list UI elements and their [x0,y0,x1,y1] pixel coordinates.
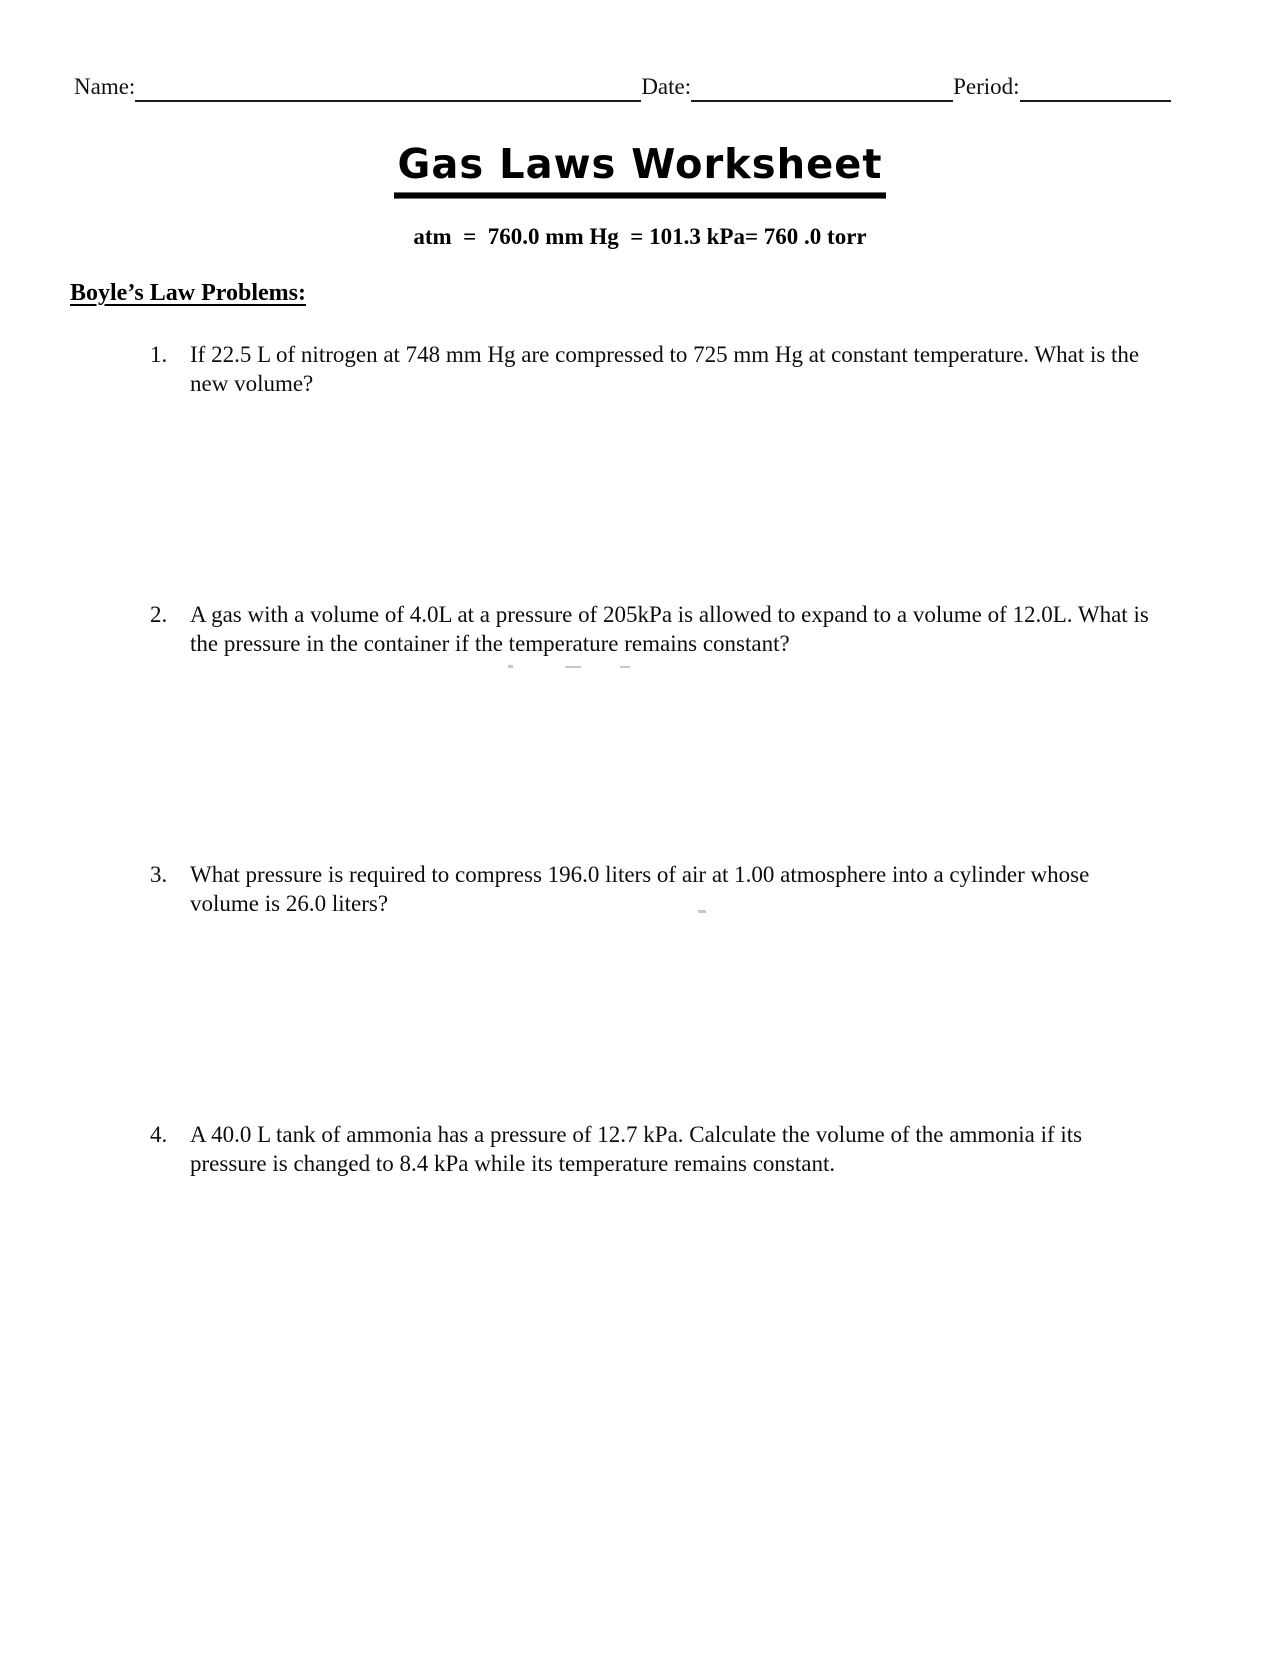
problem-item-4 [150,1120,1162,1178]
conversion-line: atm = 760.0 mm Hg = 101.3 kPa= 760 .0 torr [413,224,867,249]
section-heading: Boyle’s Law Problems: [70,280,306,306]
name-label: Name: [74,74,136,99]
problem-number: 4. [150,1122,168,1147]
date-blank-line [691,76,953,102]
period-blank-line [1020,76,1171,102]
problem-number: 2. [150,602,168,627]
date-label: Date: [641,74,692,99]
title-wrap [0,142,1280,198]
period-label: Period: [953,74,1020,99]
name-blank-line [135,76,641,102]
page-title: Gas Laws Worksheet [394,141,887,198]
problem-item-2 [150,600,1162,658]
problem-text: A 40.0 L tank of ammonia has a pressure of 12.7 kPa. Calculate the volume of the ammonia if its pressure is changed to 8.4 kPa while its temperature remains constant. [190,1122,1083,1176]
problem-item-3 [150,860,1162,918]
scan-artifact [698,910,706,913]
scan-artifact [565,666,581,668]
problem-item-1 [150,340,1162,398]
problem-text: What pressure is required to compress 196.0 liters of air at 1.00 atmosphere into a cylinder whose volume is 26.0 liters? [190,862,1090,916]
scan-artifact [508,665,513,668]
problem-number: 1. [150,342,168,367]
problem-text: A gas with a volume of 4.0L at a pressure of 205kPa is allowed to expand to a volume of 12.0L. What is the pressure in the container if the temperature remains constant? [190,602,1149,656]
problem-text: If 22.5 L of nitrogen at 748 mm Hg are compressed to 725 mm Hg at constant temperature. What is the new volume? [190,342,1140,396]
header-row [74,74,1186,102]
scan-artifact [620,666,630,668]
problem-number: 3. [150,862,168,887]
